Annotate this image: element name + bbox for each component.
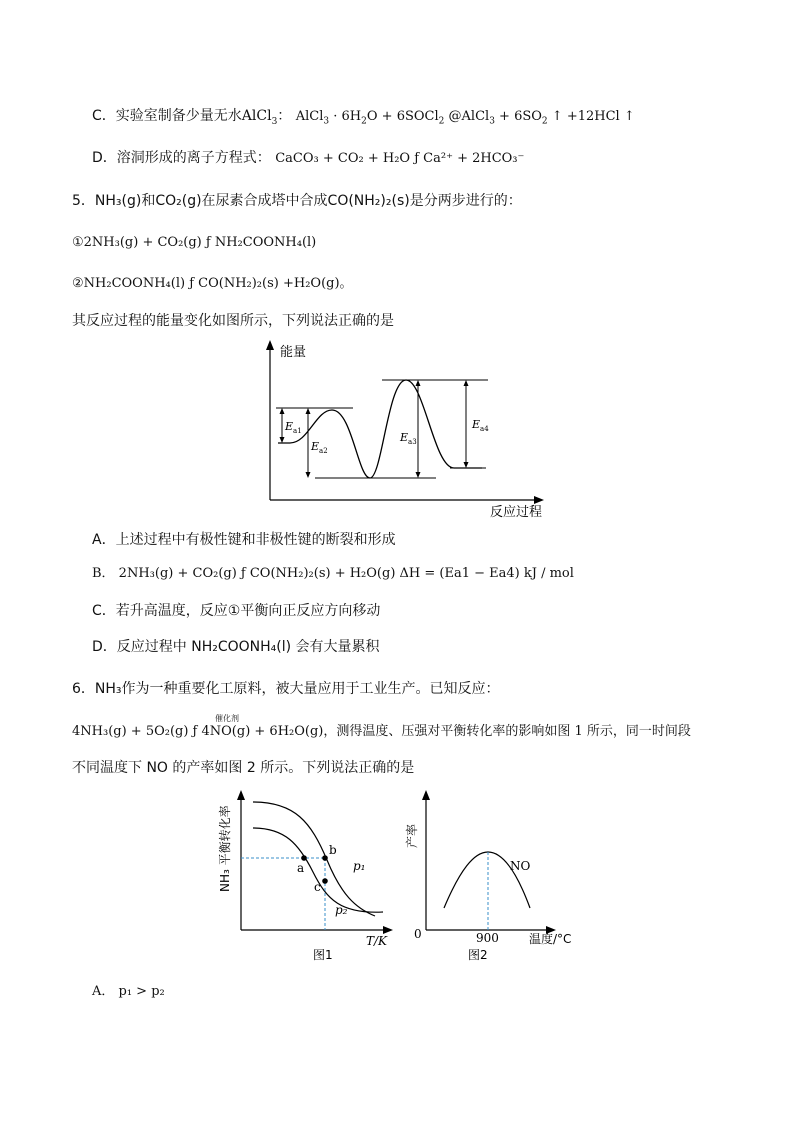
- x-axis-label: 反应过程: [490, 505, 543, 520]
- fig1-y-arrow-icon: [237, 790, 245, 800]
- q6-stem-c: 不同温度下 NO 的产率如图 2 所示。下列说法正确的是: [72, 760, 415, 776]
- label-a: a: [297, 861, 305, 875]
- fig2-caption: 图2: [468, 948, 488, 962]
- fig1-y-label: NH₃ 平衡转化率: [218, 805, 232, 892]
- option-c-prefix: C．实验室制备少量无水: [92, 108, 242, 124]
- point-a: [301, 855, 307, 861]
- label-no: NO: [510, 859, 531, 873]
- figure-2: [402, 790, 587, 965]
- label-c: c: [314, 880, 321, 894]
- ea3-label: $E_{a3}$: [400, 431, 417, 446]
- option-c: C．实验室制备少量无水AlCl$_3$： AlCl$_3$ · $6H_2O$ + 6SOCl$_2$ @AlCl$_3$ + $6SO_2$ ↑ +12HCl ↑: [92, 108, 635, 127]
- y-axis-label: 能量: [280, 345, 307, 360]
- ea2-label: $E_{a2}$: [311, 440, 328, 455]
- fig1-x-label: T/K: [366, 934, 388, 948]
- catalyst-label: 催化剂: [215, 714, 239, 723]
- point-c: [322, 878, 328, 884]
- option-c-equation: AlCl$_3$ · $6H_2O$ + 6SOCl$_2$ @AlCl$_3$ + $6SO_2$ ↑ +12HCl ↑: [295, 109, 635, 127]
- label-p2: p₂: [335, 903, 348, 917]
- fig2-peak-x: 900: [476, 931, 499, 945]
- x-axis-arrow-icon: [534, 496, 544, 504]
- option-d-prefix: D．溶洞形成的离子方程式：: [92, 150, 271, 166]
- fig2-x-label: 温度/°C: [529, 932, 572, 946]
- ea1-label: $E_{a1}$: [285, 420, 302, 435]
- q5-option-b: B． 2NH₃(g) + CO₂(g) ƒ CO(NH₂)₂(s) + H₂O(g) ΔH = (Ea1 − Ea4) kJ / mol: [92, 566, 574, 581]
- y-axis-arrow-icon: [266, 340, 274, 350]
- q5-option-d: D．反应过程中 NH₂COONH₄(l) 会有大量累积: [92, 639, 380, 655]
- option-d-equation: CaCO₃ + CO₂ + H₂O ƒ Ca²⁺ + 2HCO₃⁻: [275, 151, 525, 166]
- label-p1: p₁: [353, 859, 366, 873]
- point-b: [322, 855, 328, 861]
- q5-stem: 5．NH₃(g)和CO₂(g)在尿素合成塔中合成CO(NH₂)₂(s)是分两步进行的：: [72, 193, 522, 209]
- option-d: [92, 148, 524, 169]
- q5-step2: ②NH₂COONH₄(l) ƒ CO(NH₂)₂(s) +H₂O(g)。: [72, 276, 353, 291]
- q5-option-c: C．若升高温度，反应①平衡向正反应方向移动: [92, 603, 381, 619]
- fig1-x-arrow-icon: [383, 926, 393, 934]
- q6-stem: 6．NH₃作为一种重要化工原料，被大量应用于工业生产。已知反应：: [72, 681, 500, 697]
- figure-1: [215, 790, 395, 965]
- ea4-label: $E_{a4}$: [472, 418, 489, 433]
- q5-stem-b: 其反应过程的能量变化如图所示，下列说法正确的是: [72, 313, 394, 329]
- energy-diagram: [258, 338, 558, 523]
- fig1-caption: 图1: [313, 948, 333, 962]
- q5-option-a: A．上述过程中有极性键和非极性键的断裂和形成: [92, 532, 396, 548]
- fig2-y-arrow-icon: [422, 790, 430, 800]
- fig2-origin: 0: [414, 927, 422, 941]
- fig2-y-label: 产率: [405, 823, 419, 848]
- energy-curve: [278, 380, 482, 478]
- q5-step1: ①2NH₃(g) + CO₂(g) ƒ NH₂COONH₄(l): [72, 235, 317, 250]
- q6-equation: 4NH₃(g) + 5O₂(g) ƒ 4NO(g) + 6H₂O(g)，测得温度、压强对平衡转化率的影响如图 1 所示，同一时间段: [72, 724, 691, 739]
- label-b: b: [329, 843, 337, 857]
- q6-option-a: A． p₁ > p₂: [92, 984, 165, 999]
